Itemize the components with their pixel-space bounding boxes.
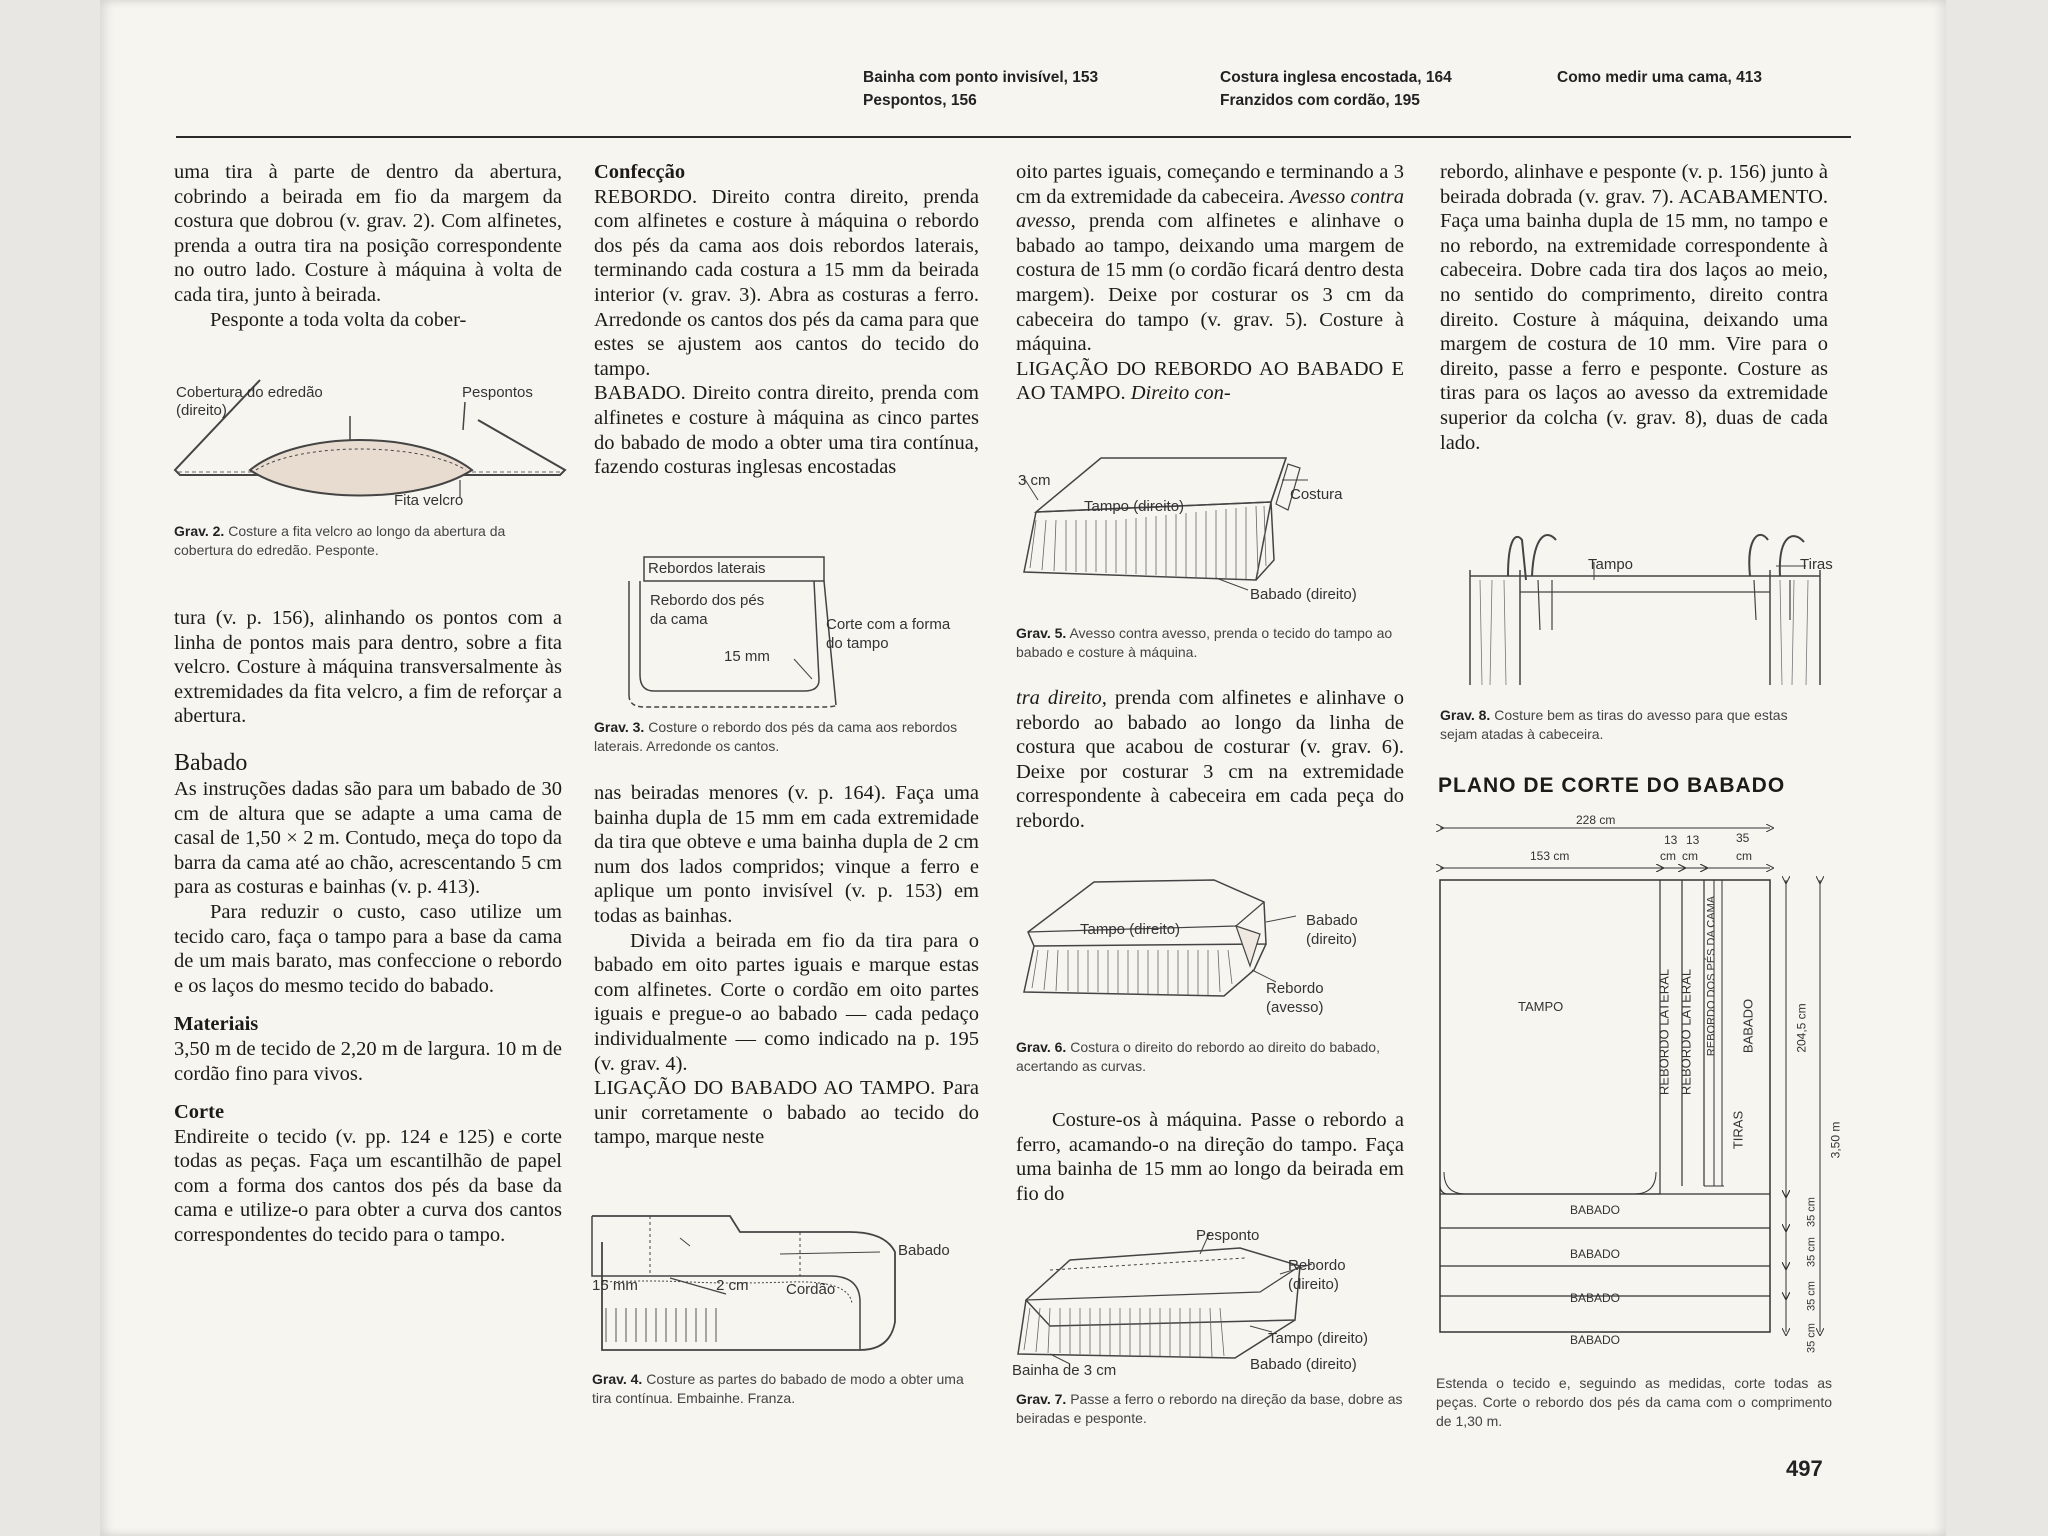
header-rule <box>176 136 1851 138</box>
dim-label: cm <box>1736 849 1752 863</box>
dim-label: 35 cm <box>1805 1237 1818 1267</box>
subheading-confeccao: Confecção <box>594 161 686 183</box>
dim-label: 35 cm <box>1805 1323 1818 1353</box>
figure-5-label: 3 cm <box>1018 472 1051 489</box>
paragraph: LIGAÇÃO DO BABADO AO TAMPO. Para unir corretamente o babado ao tecido do tampo, marque neste <box>594 1077 979 1149</box>
paragraph: nas beiradas menores (v. p. 164). Faça uma bainha dupla de 15 mm em cada extremidade da tira que obteve e uma bainha dupla de 2 cm num dos lados compridos; vinque a ferro e aplique um ponto invisível (v. p. 153) em todas as bainhas. <box>594 782 979 927</box>
paragraph: REBORDO. Direito contra direito, prenda com alfinetes e costure à máquina o rebordo dos pés da cama aos dois rebordos laterais, terminando cada costura a 15 mm da beirada interior (v. grav. 3). Abra as costuras a ferro. Arredonde os cantos dos pés da cama para que estes se ajustem aos cantos do tecido do tampo. <box>594 185 979 380</box>
column-3-mid <box>1016 686 1404 834</box>
figure-7-label: Tampo (direito) <box>1268 1330 1369 1347</box>
column-2-bottom <box>594 781 979 1150</box>
dim-label: 13 <box>1686 833 1700 847</box>
figure-6-diagram <box>1014 874 1414 1024</box>
header-refs-2 <box>1220 66 1452 112</box>
header-ref: Bainha com ponto invisível, 153 <box>863 69 1099 86</box>
figure-2-label: Fita velcro <box>394 492 464 509</box>
paragraph: LIGAÇÃO DO REBORDO AO BABADO E AO TAMPO. Direito con- <box>1016 357 1404 405</box>
figure-8-diagram <box>1460 520 1860 690</box>
column-3-top <box>1016 160 1404 406</box>
figure-5-label: Tampo (direito) <box>1084 498 1185 515</box>
subheading-corte: Corte <box>174 1101 225 1124</box>
figure-5-caption: Grav. 5. Avesso contra avesso, prenda o tecido do tampo ao babado e costure à máquina. <box>1016 625 1393 660</box>
cutting-plan-caption: Estenda o tecido e, seguindo as medidas, corte todas as peças. Corte o rebordo dos pés da cama com o comprimento de 1,30 m. <box>1436 1375 1832 1429</box>
left-background <box>0 0 100 1536</box>
paragraph: BABADO. Direito contra direito, prenda com alfinetes e costure à máquina as cinco partes do babado de modo a obter uma tira contínua, fazendo costuras inglesas encostadas <box>594 382 979 479</box>
piece-label-tampo: TAMPO <box>1518 999 1564 1014</box>
piece-label-babado: BABADO <box>1570 1203 1621 1217</box>
figure-8-label: Tiras <box>1800 556 1833 573</box>
figure-3-label: do tampo <box>826 635 889 652</box>
piece-label-babado-vertical: BABADO <box>1740 998 1756 1054</box>
figure-5-label: Babado (direito) <box>1250 586 1357 603</box>
figure-3-label: Corte com a forma <box>826 616 951 633</box>
header-refs-3 <box>1557 66 1762 89</box>
figure-6-label: Rebordo <box>1266 980 1324 997</box>
figure-4-label: Babado <box>898 1242 950 1259</box>
right-background <box>1946 0 2048 1536</box>
figure-4-label: Cordão <box>786 1281 836 1298</box>
column-4-top <box>1440 160 1828 455</box>
figure-2-label: Pespontos <box>462 384 533 401</box>
header-ref: Costura inglesa encostada, 164 <box>1220 69 1452 86</box>
figure-3-label: da cama <box>650 611 708 628</box>
section-heading-babado: Babado <box>174 749 248 776</box>
dim-label: cm <box>1682 849 1698 863</box>
figure-4-diagram <box>590 1212 980 1362</box>
piece-label-tiras: TIRAS <box>1730 1110 1746 1150</box>
dim-label: 35 cm <box>1805 1197 1818 1227</box>
figure-2-label: (direito) <box>176 402 227 419</box>
paragraph: tura (v. p. 156), alinhando os pontos com a linha de pontos mais para dentro, sobre a fita velcro. Costure à máquina transversalmente às extremidades da fita velcro, a fim de reforçar a abertura. <box>174 607 562 728</box>
dim-label: 153 cm <box>1530 849 1570 863</box>
paragraph: tra direito, prenda com alfinetes e alinhave o rebordo ao babado ao longo da linha de costura que acabou de costurar (v. grav. 6). Deixe por costurar 3 cm na extremidade correspondente à cabeceira em cada peça do rebordo. <box>1016 687 1405 832</box>
dim-label: cm <box>1660 849 1676 863</box>
subheading-materiais: Materiais <box>174 1013 259 1036</box>
header-refs-1 <box>863 66 1098 112</box>
dim-label: 228 cm <box>1576 813 1616 827</box>
column-1-top <box>174 160 562 332</box>
paragraph: rebordo, alinhave e pesponte (v. p. 156) junto à beirada dobrada (v. grav. 7). ACABAMENTO. Faça uma bainha dupla de 15 mm, no tampo e no rebordo, na extremidade correspondente à cabeceira. Dobre cada tira dos laços ao meio, no sentido do comprimento, direito contra direito. Costure à máquina, deixando uma margem de costura de 10 mm. Vire para o direito, passe a ferro e pesponte. Costure as tiras para os laços ao avesso da extremidade superior da colcha (v. grav. 8), duas de cada lado. <box>1440 161 1828 454</box>
cutting-plan-diagram <box>1430 806 1860 1376</box>
paragraph: Para reduzir o custo, caso utilize um tecido caro, faça o tampo para a base da cama de um mais barato, mas confeccione o rebordo e os laços do mesmo tecido do babado. <box>174 900 562 997</box>
figure-6-label: Tampo (direito) <box>1080 921 1181 938</box>
figure-7-label: Babado (direito) <box>1250 1356 1357 1373</box>
figure-6-label: Babado <box>1306 912 1358 929</box>
paragraph: oito partes iguais, começando e terminando a 3 cm da extremidade da cabeceira. Avesso contra avesso, prenda com alfinetes e alinhave o babado ao tampo, deixando uma margem de costura de 15 mm (o cordão ficará dentro desta margem). Deixe por costurar os 3 cm da cabeceira do tampo (v. grav. 5). Costure à máquina. <box>1016 161 1404 356</box>
header-ref: Franzidos com cordão, 195 <box>1220 92 1420 109</box>
figure-7-label: Rebordo <box>1288 1257 1346 1274</box>
figure-2-caption: Grav. 2. Costure a fita velcro ao longo da abertura da cobertura do edredão. Pesponte. <box>174 523 506 558</box>
column-2-top <box>594 160 979 480</box>
paragraph: Divida a beirada em fio da tira para o babado em oito partes iguais e marque estas com alfinetes. Corte o cordão em oito partes iguais e pregue-o ao babado — cada pedaço individualmente — como indicado na p. 195 (v. grav. 4). <box>594 929 979 1075</box>
figure-3-label: Rebordos laterais <box>648 560 766 577</box>
figure-4-label: 15 mm <box>592 1277 638 1294</box>
dim-label: 204,5 cm <box>1794 1003 1809 1053</box>
figure-3-diagram <box>604 555 984 715</box>
figure-7-diagram <box>1010 1230 1410 1370</box>
figure-4-label: 2 cm <box>716 1277 749 1294</box>
paragraph: 3,50 m de tecido de 2,20 m de largura. 10 m de cordão fino para vivos. <box>174 1037 562 1085</box>
paragraph: Endireite o tecido (v. pp. 124 e 125) e corte todas as peças. Faça um escantilhão de papel com a forma dos cantos dos pés da base da cama e utilize-o para obter a curva dos cantos correspondentes do tecido para o tampo. <box>174 1125 562 1247</box>
figure-6-label: (direito) <box>1306 931 1357 948</box>
column-3-bottom <box>1016 1108 1404 1206</box>
figure-2-label: Cobertura do edredão <box>176 384 323 401</box>
dim-label: 13 <box>1664 833 1678 847</box>
dim-label: 35 <box>1736 831 1750 845</box>
figure-4-caption: Grav. 4. Costure as partes do babado de modo a obter uma tira contínua. Embainhe. Franza. <box>592 1371 964 1406</box>
page-number: 497 <box>1786 1456 1823 1481</box>
figure-7-label: Pesponto <box>1196 1227 1260 1244</box>
dim-label: 3,50 m <box>1828 1121 1843 1159</box>
figure-8-label: Tampo <box>1588 556 1634 573</box>
piece-label-rebordo-lateral: REBORDO LATERAL <box>1678 968 1694 1096</box>
figure-8-caption: Grav. 8. Costure bem as tiras do avesso para que estas sejam atadas à cabeceira. <box>1440 707 1788 742</box>
figure-6-label: (avesso) <box>1266 999 1324 1016</box>
figure-3-label: Rebordo dos pés <box>650 592 765 609</box>
piece-label-babado: BABADO <box>1570 1247 1621 1261</box>
figure-7-label: (direito) <box>1288 1276 1339 1293</box>
piece-label-rebordo-pes: REBORDO DOS PÉS DA CAMA <box>1705 895 1718 1057</box>
column-1-bottom <box>174 606 562 1248</box>
piece-label-rebordo-lateral: REBORDO LATERAL <box>1656 968 1672 1096</box>
header-ref: Pespontos, 156 <box>863 92 977 109</box>
figure-3-label: 15 mm <box>724 648 770 665</box>
figure-7-caption: Grav. 7. Passe a ferro o rebordo na direção da base, dobre as beiradas e pesponte. <box>1016 1391 1403 1426</box>
paragraph: As instruções dadas são para um babado de 30 cm de altura que se adapte a uma cama de casal de 1,50 × 2 m. Contudo, meça do topo da barra da cama até ao chão, acrescentando 5 cm para as costuras e bainhas (v. p. 413). <box>174 777 562 899</box>
cutting-plan-heading: PLANO DE CORTE DO BABADO <box>1438 774 1786 797</box>
paragraph: uma tira à parte de dentro da abertura, cobrindo a beirada em fio da margem da costura que dobrou (v. grav. 2). Com alfinetes, prenda a outra tira na posição correspondente no outro lado. Costure à máquina à volta de cada tira, junto à beirada. <box>174 161 562 306</box>
figure-3-caption: Grav. 3. Costure o rebordo dos pés da cama aos rebordos laterais. Arredonde os cantos. <box>594 719 958 754</box>
paragraph: Pesponte a toda volta da cober- <box>210 308 467 331</box>
figure-5-label: Costura <box>1290 486 1343 503</box>
piece-label-babado: BABADO <box>1570 1333 1621 1347</box>
piece-label-babado: BABADO <box>1570 1291 1621 1305</box>
paragraph: Costure-os à máquina. Passe o rebordo a ferro, acamando-o na direção do tampo. Faça uma bainha de 15 mm ao longo da beirada em fio do <box>1016 1109 1404 1205</box>
header-ref: Como medir uma cama, 413 <box>1557 69 1763 86</box>
figure-6-caption: Grav. 6. Costura o direito do rebordo ao direito do babado, acertando as curvas. <box>1016 1039 1380 1074</box>
dim-label: 35 cm <box>1805 1281 1818 1311</box>
figure-7-label: Bainha de 3 cm <box>1012 1362 1117 1379</box>
